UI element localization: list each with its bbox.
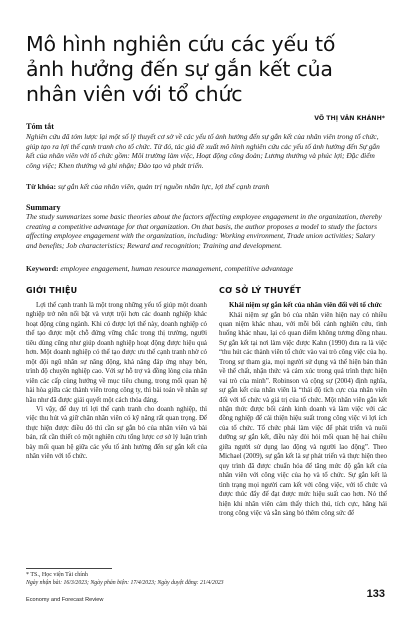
article-title: Mô hình nghiên cứu các yếu tố ảnh hưởng đến sự gắn kết của nhân viên với tổ chức xyxy=(26,32,336,106)
footnote-rule xyxy=(26,568,112,569)
keywords-vi-label: Từ khóa: xyxy=(26,182,57,191)
theory-paragraph: Khái niệm sự gắn bó của nhân viên hiện nay có nhiều quan niệm khác nhau, với mỗi bối cảnh nghiên cứu, tình huống khác nhau, lại có quan điểm không tương đồng nhau. Sự gắn kết tại nơi làm việc được Kahn (1990) đưa ra là việc “thu hút các thành viên tổ chức vào vai trò công việc của họ. Trong sự tham gia, mọi người sử dụng và thể hiện bản thân về thể chất, nhận thức và cảm xúc trong quá trình thực hiện vai trò của mình”. Robinson và cộng sự (2004) định nghĩa, sự gắn kết của nhân viên là “thái độ tích cực của nhân viên đối với tổ chức và giá trị của tổ chức. Một nhân viên gắn kết nhận thức được bối cảnh kinh doanh và làm việc với các đồng nghiệp để cải thiện hiệu suất trong công việc vì lợi ích của tổ chức. Tổ chức phải làm việc để phát triển và nuôi dưỡng sự gắn kết, điều này đòi hỏi mối quan hệ hai chiều giữa người sử dụng lao động và người lao động”. Theo Michael (2009), sự gắn kết là sự phát triển và thực hiện theo quy trình đã được chuẩn hóa để tăng mức độ gắn kết của nhân viên với công việc của họ và tổ chức. Sự gắn kết là tình trạng mọi người cam kết với công việc, với tổ chức và được thúc đẩy để đạt được mức hiệu suất cao hơn. Nó thể hiện khi nhân viên cảm thấy thích thú, tích cực, hăng hái trong công việc và sẵn sàng bỏ thêm công sức để xyxy=(219,311,387,518)
keywords-en-text: employee engagement, human resource management, competitive advantage xyxy=(58,264,294,273)
right-column xyxy=(219,301,387,518)
theory-subheading: Khái niệm sự gắn kết của nhân viên đối với tổ chức xyxy=(229,301,382,309)
keywords-en-label: Keyword: xyxy=(26,264,59,273)
intro-paragraph: Vì vậy, để duy trì lợi thế cạnh tranh cho doanh nghiệp, thì việc thu hút và giữ chân nhân viên có kỹ năng rất quan trọng. Để thực hiện được điều đó thì cần sự gắn bó của nhân viên và bài bản, rất cần thiết có một nghiên cứu tổng lược cơ sở lý luận trình bày mối quan hệ giữa các yếu tố ảnh hưởng đến sự gắn kết của nhân viên với tổ chức. xyxy=(26,405,207,461)
left-column xyxy=(26,301,207,462)
keywords-vi xyxy=(26,182,384,192)
page-number: 133 xyxy=(366,588,385,600)
submission-dates: Ngày nhận bài: 16/3/2023; Ngày phản biện: 17/4/2023; Ngày duyệt đăng: 21/4/2023 xyxy=(26,580,224,586)
abstract-text-en: The study summarizes some basic theories about the factors affecting employee engagement in the organization, thereby creating a competitive advantage for that organization. On that basis, the author proposes a model to study the factors affecting employee engagement with the organization, including: Working environment, Trade union activities; Salary and benefits; Job characteristics; Reward and recognition; Training and development. xyxy=(26,212,382,251)
keywords-en xyxy=(26,264,384,274)
abstract-heading-vi: Tóm tắt xyxy=(26,122,54,131)
keywords-vi-text: sự gắn kết của nhân viên, quản trị nguồn nhân lực, lợi thế cạnh tranh xyxy=(56,182,270,191)
author-name: VÕ THỊ VÂN KHÁNH* xyxy=(314,115,385,122)
theory-heading: CƠ SỞ LÝ THUYẾT xyxy=(219,286,301,295)
intro-heading: GIỚI THIỆU xyxy=(26,286,78,295)
author-affiliation: * TS., Học viện Tài chính xyxy=(26,572,88,578)
intro-paragraph: Lợi thế cạnh tranh là một trong những yếu tố giúp một doanh nghiệp trở nên nổi bật và vượt trội hơn các doanh nghiệp khác hoạt động cùng ngành. Khi có được lợi thế này, doanh nghiệp có thể tạo được một chỗ đứng vững chắc trong thị trường, người tiêu dùng cũng như giúp doanh nghiệp hoạt động được hiệu quả hơn. Một doanh nghiệp có thể tạo được ưu thế cạnh tranh nhờ có một đội ngũ nhân sự năng động, khả năng đáp ứng nhạy bén, trình độ chuyên nghiệp cao. Với sự hỗ trợ và đồng lòng của nhân viên các cấp cùng hướng về mục tiêu chung, trong mối quan hệ hài hòa giữa các thành viên trong công ty, thì bài toán về nhân sự hầu như đã được giải quyết một cách thỏa đáng. xyxy=(26,302,207,404)
journal-name: Economy and Forecast Review xyxy=(26,597,104,603)
abstract-heading-en: Summary xyxy=(26,203,61,212)
abstract-text-vi: Nghiên cứu đã tóm lược lại một số lý thuyết cơ sở về các yếu tố ảnh hưởng đến sự gắn kết của nhân viên trong tổ chức, giúp tạo ra lợi thế cạnh tranh cho tổ chức. Từ đó, tác giả đề xuất mô hình nghiên cứu các yếu tố ảnh hưởng đến Sự gắn kết của nhân viên với tổ chức gồm: Môi trường làm việc, Hoạt động công đoàn; Lương thưởng và phúc lợi; Đặc điểm công việc; Khen thưởng và ghi nhận; Đào tạo và phát triển. xyxy=(26,132,380,171)
